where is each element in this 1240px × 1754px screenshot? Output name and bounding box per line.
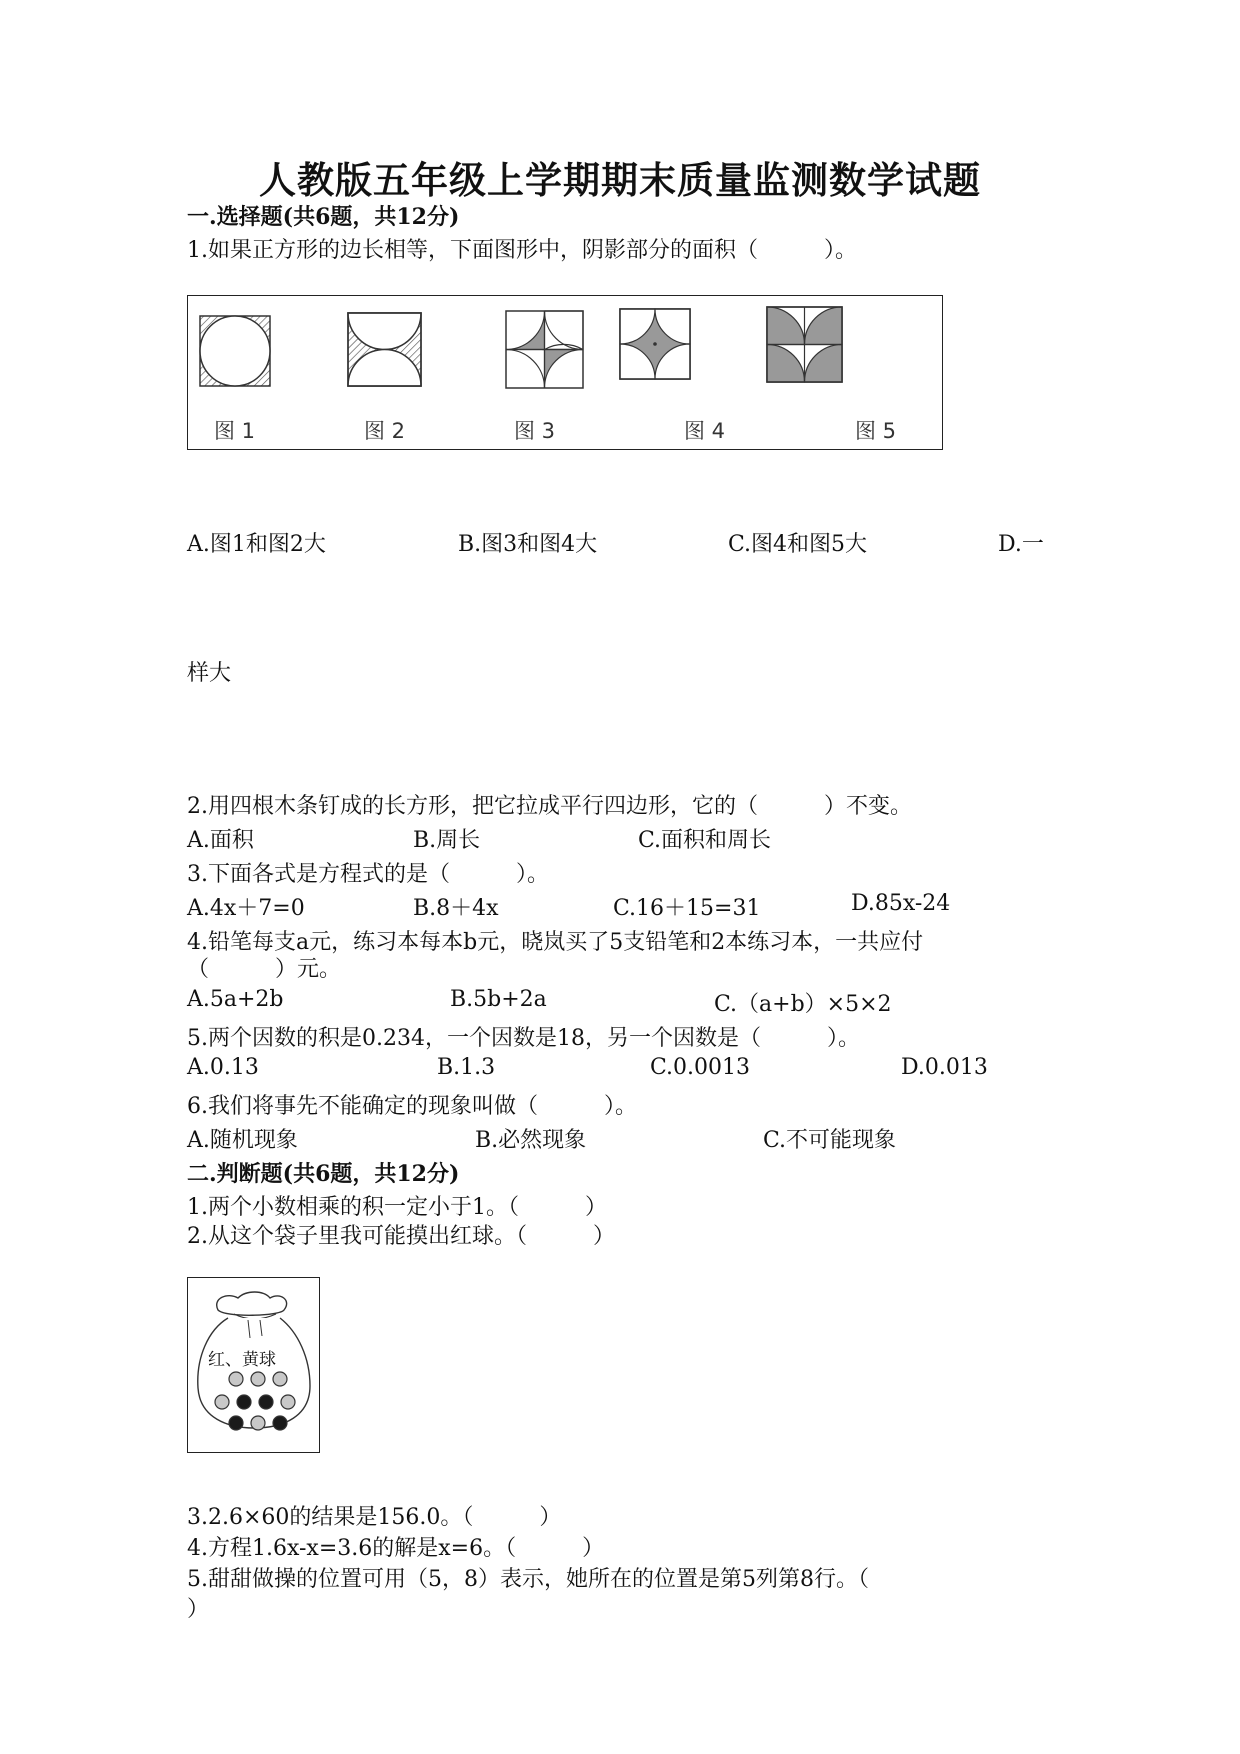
- q5-option-a: A.0.13: [187, 1055, 259, 1080]
- question-6-text: 6.我们将事先不能确定的现象叫做（ ）。: [187, 1094, 637, 1119]
- q5-option-d: D.0.013: [901, 1055, 988, 1080]
- q4-option-c: C.（a+b）×5×2: [714, 992, 892, 1017]
- q4-option-b: B.5b+2a: [450, 987, 547, 1012]
- judgment-2-text: 2.从这个袋子里我可能摸出红球。（ ）: [187, 1224, 615, 1249]
- q3-option-d: D.85x-24: [851, 891, 951, 916]
- q3-option-b: B.8＋4x: [413, 896, 499, 921]
- q3-option-a: A.4x＋7=0: [187, 896, 305, 921]
- figure-label-1: 图 1: [214, 419, 256, 443]
- question-4-text-cont: （ ）元。: [187, 957, 342, 982]
- q6-option-a: A.随机现象: [187, 1128, 298, 1153]
- figure-1: [200, 316, 270, 386]
- figure-3: [506, 311, 583, 388]
- figure-5: [767, 307, 842, 382]
- q4-option-a: A.5a+2b: [187, 987, 284, 1012]
- judgment-1-text: 1.两个小数相乘的积一定小于1。（ ）: [187, 1195, 607, 1220]
- q1-option-a: A.图1和图2大: [187, 532, 326, 557]
- q2-option-b: B.周长: [413, 828, 481, 853]
- figure-label-3: 图 3: [514, 419, 556, 443]
- bag-label: 红、黄球: [208, 1350, 276, 1370]
- judgment-5-text-cont: ）: [187, 1597, 210, 1622]
- figure-4: [620, 309, 690, 379]
- section-heading-choice: 一.选择题(共6题，共12分): [187, 204, 460, 230]
- figure-label-5: 图 5: [855, 419, 897, 443]
- q1-option-b: B.图3和图4大: [458, 532, 598, 557]
- square-figures: [188, 296, 944, 451]
- q6-option-b: B.必然现象: [475, 1128, 587, 1153]
- question-5-text: 5.两个因数的积是0.234，一个因数是18，另一个因数是（ ）。: [187, 1026, 860, 1051]
- question-1-text: 1.如果正方形的边长相等，下面图形中，阴影部分的面积（ ）。: [187, 238, 857, 263]
- question-2-text: 2.用四根木条钉成的长方形，把它拉成平行四边形，它的（ ）不变。: [187, 794, 912, 819]
- q1-option-d-wrap: 样大: [187, 661, 232, 686]
- question-1-figure: [187, 295, 943, 450]
- q2-option-c: C.面积和周长: [638, 828, 772, 853]
- question-3-text: 3.下面各式是方程式的是（ ）。: [187, 862, 549, 887]
- page-title: 人教版五年级上学期期末质量监测数学试题: [259, 158, 981, 202]
- q3-option-c: C.16＋15=31: [613, 896, 761, 921]
- judgment-5-text: 5.甜甜做操的位置可用（5，8）表示，她所在的位置是第5列第8行。（: [187, 1567, 869, 1592]
- bag-figure: [187, 1277, 320, 1453]
- q1-option-d: D.一: [998, 532, 1044, 557]
- q6-option-c: C.不可能现象: [763, 1128, 897, 1153]
- q1-option-c: C.图4和图5大: [728, 532, 868, 557]
- judgment-3-text: 3.2.6×60的结果是156.0。（ ）: [187, 1505, 562, 1530]
- judgment-4-text: 4.方程1.6x-x=3.6的解是x=6。（ ）: [187, 1536, 605, 1561]
- question-4-text: 4.铅笔每支a元，练习本每本b元，晓岚买了5支铅笔和2本练习本，一共应付: [187, 930, 924, 955]
- q2-option-a: A.面积: [187, 828, 254, 853]
- section-heading-judgment: 二.判断题(共6题，共12分): [187, 1161, 460, 1187]
- figure-label-4: 图 4: [684, 419, 726, 443]
- q5-option-b: B.1.3: [437, 1055, 496, 1080]
- figure-2: [348, 313, 421, 386]
- q5-option-c: C.0.0013: [650, 1055, 751, 1080]
- figure-label-2: 图 2: [364, 419, 406, 443]
